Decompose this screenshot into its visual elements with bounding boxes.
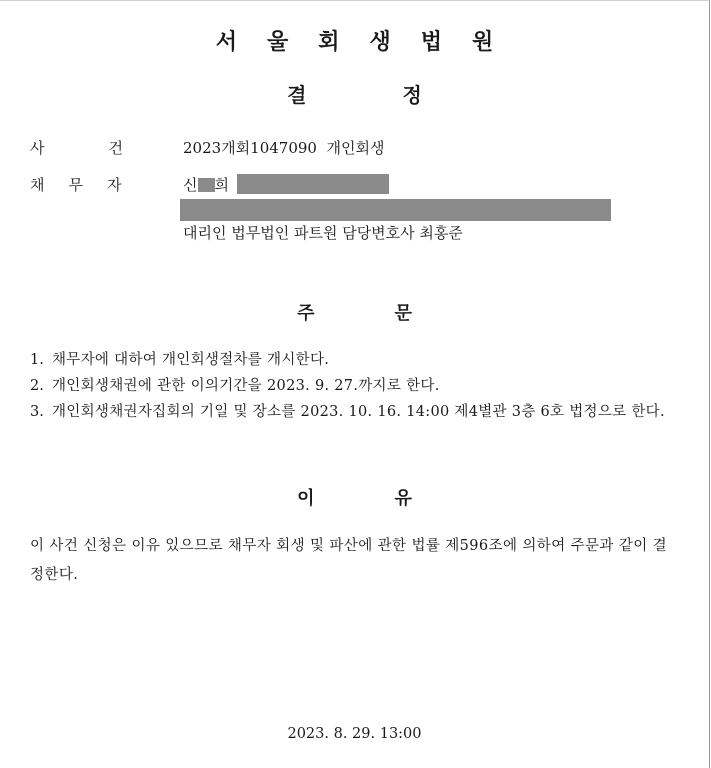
debtor-name-first: 신	[183, 176, 198, 194]
id-redaction	[237, 174, 389, 194]
document-type-title	[0, 79, 709, 108]
order-item-number: 2.	[30, 378, 44, 394]
order-item	[30, 373, 675, 399]
order-section-title	[0, 299, 709, 325]
agent-line: 대리인 법무법인 파트원 담당변호사 최홍준	[183, 224, 463, 242]
order-item	[30, 347, 675, 373]
reason-section-title	[0, 484, 709, 510]
name-redaction	[198, 178, 215, 192]
debtor-label-char-1: 채	[30, 176, 45, 194]
reason-title-char-1: 이	[297, 488, 315, 509]
debtor-label-char-2: 무	[68, 176, 83, 194]
debtor-label-char-3: 자	[107, 176, 122, 194]
order-title-char-2: 문	[394, 303, 412, 324]
reason-title-char-2: 유	[394, 488, 412, 509]
debtor-name	[183, 174, 229, 195]
order-title-char-1: 주	[297, 303, 315, 324]
doc-type-char-1: 결	[287, 83, 307, 107]
order-item-text: 개인회생채권자집회의 기일 및 장소를 2023. 10. 16. 14:00 제4별관 3층 6호 법정으로 한다.	[52, 404, 665, 420]
debtor-label	[30, 174, 122, 195]
order-item-number: 3.	[30, 404, 44, 420]
doc-type-char-2: 정	[402, 83, 422, 107]
order-item-number: 1.	[30, 352, 44, 368]
order-item-text: 개인회생채권에 관한 이의기간을 2023. 9. 27.까지로 한다.	[52, 378, 440, 394]
decision-date: 2023. 8. 29. 13:00	[287, 726, 422, 742]
case-label-char-1: 사	[30, 139, 45, 157]
order-item	[30, 399, 675, 425]
debtor-name-last: 희	[214, 176, 229, 194]
case-number: 2023개회1047090 개인회생	[183, 139, 385, 157]
court-name: 서울회생법원	[215, 30, 524, 55]
order-list	[30, 347, 675, 425]
address-redaction	[180, 199, 611, 221]
reason-text: 이 사건 신청은 이유 있으므로 채무자 회생 및 파산에 관한 법률 제596조에 의하여 주문과 같이 결정한다.	[30, 538, 668, 583]
case-label-char-2: 건	[108, 139, 123, 157]
order-item-text: 채무자에 대하여 개인회생절차를 개시한다.	[52, 352, 330, 368]
case-label	[30, 137, 123, 158]
